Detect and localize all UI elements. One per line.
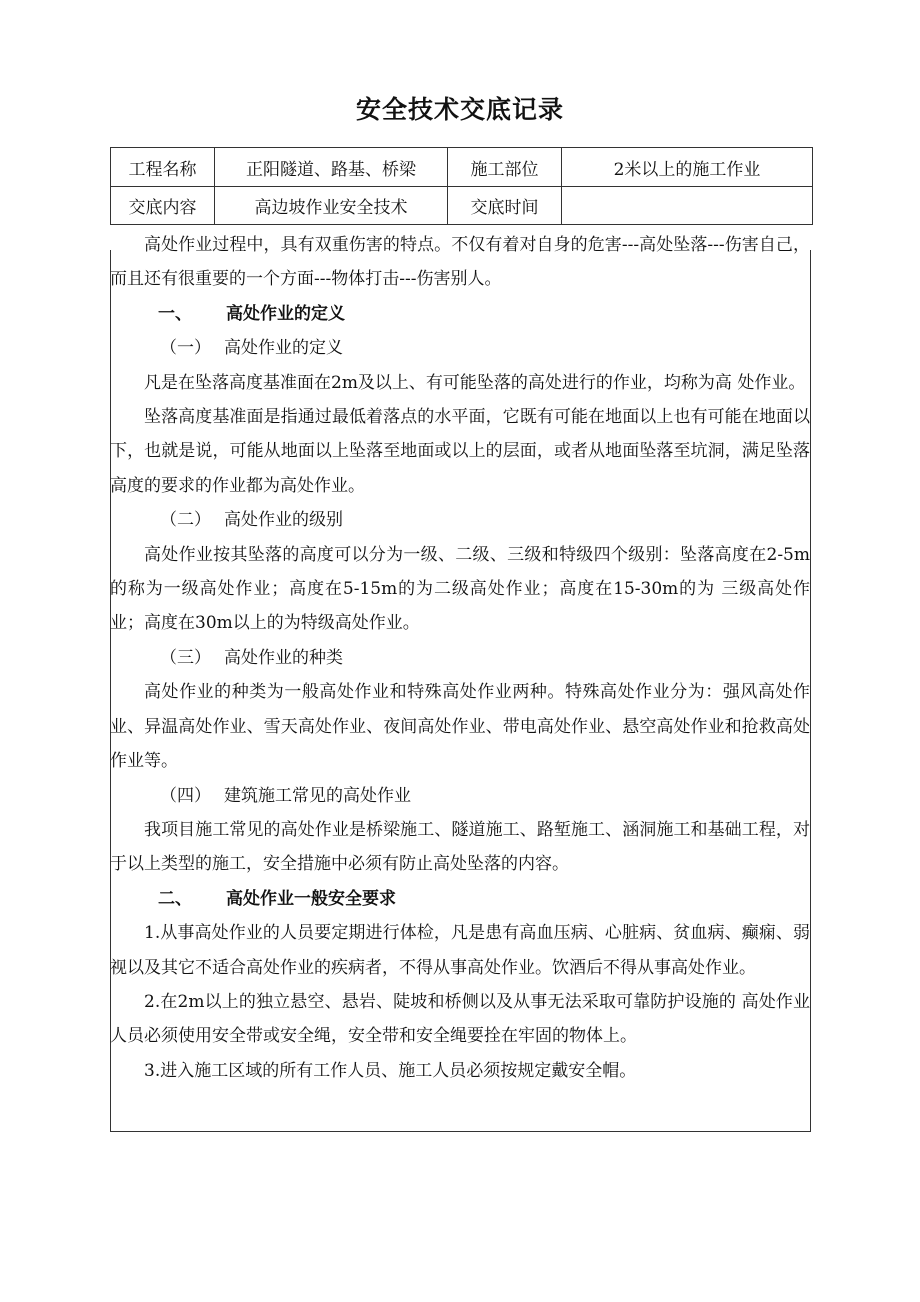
body-text (110, 228, 810, 1088)
time-value (562, 187, 813, 225)
header-row-content (111, 187, 813, 225)
section-heading-2 (110, 882, 810, 916)
project-name-label: 工程名称 (111, 148, 215, 187)
subsection-number: （三） (160, 647, 211, 668)
requirement-3: 3.进入施工区域的所有工作人员、施工人员必须按规定戴安全帽。 (144, 1060, 637, 1081)
subsection-number: （四） (160, 785, 211, 806)
paragraph-common-work: 我项目施工常见的高处作业是桥梁施工、隧道施工、路堑施工、涵洞施工和基础工程，对于以上类型的施工，安全措施中必须有防止高处坠落的内容。 (110, 819, 810, 875)
paragraph-levels: 高处作业按其坠落的高度可以分为一级、二级、三级和特级四个级别：坠落高度在2-5m的称为一级高处作业；高度在5-15m的为二级高处作业；高度在15-30m的为 三级高处作业；高度在30m以上的为特级高处作业。 (110, 544, 810, 634)
content-label: 交底内容 (111, 187, 215, 225)
content-value: 高边坡作业安全技术 (215, 187, 448, 225)
subsection-number: （二） (160, 510, 211, 531)
time-label: 交底时间 (448, 187, 562, 225)
subsection-title: 高处作业的种类 (224, 647, 343, 668)
section-number: 二、 (158, 888, 192, 909)
subsection-number: （一） (160, 338, 211, 359)
paragraph-types: 高处作业的种类为一般高处作业和特殊高处作业两种。特殊高处作业分为：强风高处作业、异温高处作业、雪天高处作业、夜间高处作业、带电高处作业、悬空高处作业和抢救高处作业等。 (110, 682, 810, 772)
section-title: 高处作业的定义 (226, 303, 345, 324)
requirement-2: 2.在2m以上的独立悬空、悬岩、陡坡和桥侧以及从事无法采取可靠防护设施的 高处作业人员必须使用安全带或安全绳，安全带和安全绳要拴在牢固的物体上。 (110, 991, 810, 1047)
document-title: 安全技术交底记录 (355, 95, 564, 124)
subsection-title: 高处作业的级别 (224, 510, 343, 531)
subsection-title: 建筑施工常见的高处作业 (224, 785, 411, 806)
paragraph-base-plane: 坠落高度基准面是指通过最低着落点的水平面，它既有可能在地面以上也有可能在地面以下，也就是说，可能从地面以上坠落至地面或以上的层面，或者从地面坠落至坑洞，满足坠落高度的要求的作业都为高处作业。 (110, 407, 810, 496)
subsection-heading-1-4 (110, 779, 810, 813)
section-number: 一、 (158, 303, 192, 324)
intro-paragraph: 高处作业过程中，具有双重伤害的特点。不仅有着对自身的危害---高处坠落---伤害自己，而且还有很重要的一个方面---物体打击---伤害别人。 (110, 235, 810, 290)
subsection-heading-1-3 (110, 641, 810, 675)
paragraph-definition: 凡是在坠落高度基准面在2m及以上、有可能坠落的高处进行的作业，均称为高 处作业。 (144, 372, 806, 393)
section-title: 高处作业一般安全要求 (226, 888, 396, 909)
subsection-title: 高处作业的定义 (224, 338, 343, 359)
subsection-heading-1-1 (110, 331, 810, 365)
requirement-1: 1.从事高处作业的人员要定期进行体检，凡是患有高血压病、心脏病、贫血病、癫痫、弱视以及其它不适合高处作业的疾病者，不得从事高处作业。饮酒后不得从事高处作业。 (110, 923, 810, 978)
section-heading-1 (110, 297, 810, 331)
subsection-heading-1-2 (110, 503, 810, 537)
header-row-project (111, 148, 813, 187)
header-table (110, 147, 813, 225)
site-value: 2米以上的施工作业 (562, 148, 813, 187)
project-name-value: 正阳隧道、路基、桥梁 (215, 148, 448, 187)
site-label: 施工部位 (448, 148, 562, 187)
